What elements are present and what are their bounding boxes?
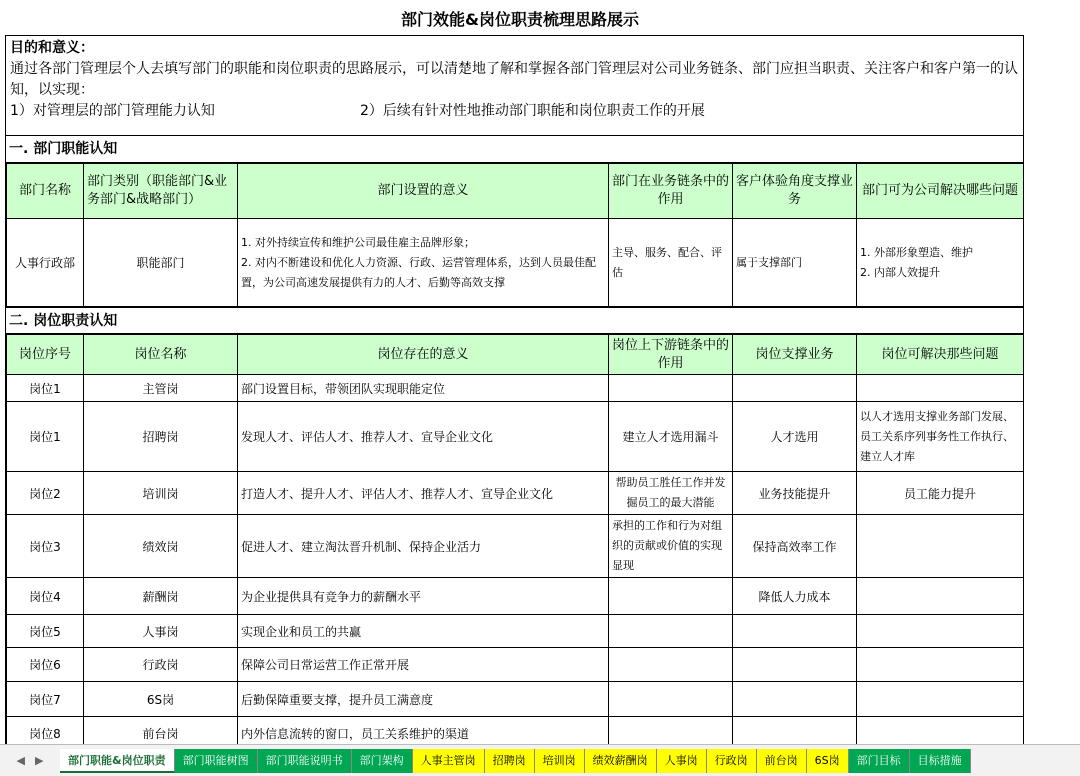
position-chain-cell[interactable]: 建立人才选用漏斗	[609, 402, 733, 472]
position-name-cell[interactable]: 招聘岗	[84, 402, 238, 472]
dept-support-cell[interactable]: 属于支撑部门	[733, 219, 857, 307]
intro-heading: 目的和意义：	[10, 40, 94, 56]
position-support-cell[interactable]	[733, 717, 857, 745]
position-meaning-cell[interactable]: 发现人才、评估人才、推荐人才、宣导企业文化	[238, 402, 609, 472]
header-cell[interactable]: 客户体验角度支撑业务	[733, 164, 857, 219]
position-name-cell[interactable]: 人事岗	[84, 615, 238, 648]
position-meaning-cell[interactable]: 为企业提供具有竞争力的薪酬水平	[238, 578, 609, 615]
sheet-tab[interactable]: 6S岗	[807, 749, 849, 773]
goal-2: 2）后续有针对性地推动部门职能和岗位职责工作的开展	[360, 103, 705, 119]
meaning-line-2: 2. 对内不断建设和优化人力资源、行政、运营管理体系，达到人员最佳配置，为公司高速发展提供有力的人才、后勤等高效支撑	[241, 255, 596, 289]
position-chain-cell[interactable]	[609, 615, 733, 648]
position-name-cell[interactable]: 主管岗	[84, 375, 238, 402]
goal-1: 1）对管理层的部门管理能力认知	[10, 103, 215, 119]
position-no-cell[interactable]: 岗位7	[7, 682, 84, 717]
sheet-tab[interactable]: 部门职能树图	[175, 749, 258, 773]
position-meaning-cell[interactable]: 后勤保障重要支撑，提升员工满意度	[238, 682, 609, 717]
position-chain-cell[interactable]: 承担的工作和行为对组织的贡献或价值的实现显现	[609, 515, 733, 578]
header-cell[interactable]: 部门可为公司解决哪些问题	[857, 164, 1024, 219]
position-name-cell[interactable]: 薪酬岗	[84, 578, 238, 615]
header-cell[interactable]: 岗位上下游链条中的作用	[609, 335, 733, 375]
position-no-cell[interactable]: 岗位2	[7, 472, 84, 515]
position-name-cell[interactable]: 前台岗	[84, 717, 238, 745]
dept-role-cell[interactable]: 主导、服务、配合、评估	[609, 219, 733, 307]
tab-navigation	[0, 746, 60, 776]
dept-meaning-cell[interactable]	[238, 219, 609, 307]
position-chain-cell[interactable]	[609, 375, 733, 402]
table-row	[7, 648, 1024, 682]
position-meaning-cell[interactable]: 实现企业和员工的共赢	[238, 615, 609, 648]
position-solve-cell[interactable]	[857, 615, 1024, 648]
dept-solve-cell[interactable]	[857, 219, 1024, 307]
position-table	[6, 334, 1024, 744]
position-name-cell[interactable]: 绩效岗	[84, 515, 238, 578]
position-chain-cell[interactable]	[609, 682, 733, 717]
section1-heading: 一. 部门职能认知	[6, 136, 1023, 163]
position-support-cell[interactable]	[733, 682, 857, 717]
position-meaning-cell[interactable]: 部门设置目标，带领团队实现职能定位	[238, 375, 609, 402]
table-row	[7, 375, 1024, 402]
tab-scroll-left-icon[interactable]: ◀	[16, 754, 25, 767]
dept-category-cell[interactable]: 职能部门	[84, 219, 238, 307]
position-solve-cell[interactable]	[857, 375, 1024, 402]
sheet-tab[interactable]: 部门架构	[352, 749, 413, 773]
position-meaning-cell[interactable]: 内外信息流转的窗口，员工关系维护的渠道	[238, 717, 609, 745]
position-solve-cell[interactable]	[857, 648, 1024, 682]
position-no-cell[interactable]: 岗位3	[7, 515, 84, 578]
header-cell[interactable]: 岗位名称	[84, 335, 238, 375]
sheet-tab[interactable]: 人事主管岗	[413, 749, 485, 773]
intro-block	[6, 36, 1023, 136]
tab-scroll-right-icon[interactable]: ▶	[35, 754, 44, 767]
position-chain-cell[interactable]	[609, 648, 733, 682]
header-cell[interactable]: 部门名称	[7, 164, 84, 219]
sheet-tab-bar	[0, 744, 1080, 776]
sheet-tab[interactable]: 部门职能&岗位职责	[60, 749, 175, 773]
header-cell[interactable]: 岗位支撑业务	[733, 335, 857, 375]
table-row	[7, 472, 1024, 515]
spreadsheet-grid[interactable]	[5, 35, 1024, 744]
position-support-cell[interactable]: 业务技能提升	[733, 472, 857, 515]
sheet-tab[interactable]: 行政岗	[707, 749, 757, 773]
position-support-cell[interactable]	[733, 648, 857, 682]
position-solve-cell[interactable]: 以人才选用支撑业务部门发展、员工关系序列事务性工作执行、建立人才库	[857, 402, 1024, 472]
position-support-cell[interactable]: 降低人力成本	[733, 578, 857, 615]
intro-goals	[10, 101, 1019, 122]
position-no-cell[interactable]: 岗位1	[7, 375, 84, 402]
position-meaning-cell[interactable]: 保障公司日常运营工作正常开展	[238, 648, 609, 682]
position-name-cell[interactable]: 培训岗	[84, 472, 238, 515]
sheet-tab[interactable]: 目标措施	[910, 749, 971, 773]
position-chain-cell[interactable]	[609, 717, 733, 745]
solve-line-2: 2. 内部人效提升	[860, 265, 940, 279]
sheet-tab[interactable]: 培训岗	[535, 749, 585, 773]
sheet-tab[interactable]: 绩效薪酬岗	[585, 749, 657, 773]
position-meaning-cell[interactable]: 促进人才、建立淘汰晋升机制、保持企业活力	[238, 515, 609, 578]
dept-name-cell[interactable]: 人事行政部	[7, 219, 84, 307]
table-row	[7, 578, 1024, 615]
solve-line-1: 1. 外部形象塑造、维护	[860, 245, 973, 259]
table-row	[7, 717, 1024, 745]
sheet-tab[interactable]: 部门职能说明书	[258, 749, 352, 773]
position-chain-cell[interactable]: 帮助员工胜任工作并发掘员工的最大潜能	[609, 472, 733, 515]
table-row	[7, 219, 1024, 307]
position-no-cell[interactable]: 岗位5	[7, 615, 84, 648]
position-solve-cell[interactable]	[857, 578, 1024, 615]
table-row	[7, 615, 1024, 648]
meaning-line-1: 1. 对外持续宣传和维护公司最佳雇主品牌形象；	[241, 235, 475, 249]
position-name-cell[interactable]: 6S岗	[84, 682, 238, 717]
position-support-cell[interactable]: 保持高效率工作	[733, 515, 857, 578]
header-cell[interactable]: 部门设置的意义	[238, 164, 609, 219]
header-cell[interactable]: 岗位存在的意义	[238, 335, 609, 375]
position-support-cell[interactable]: 人才选用	[733, 402, 857, 472]
table-row	[7, 515, 1024, 578]
sheet-tab[interactable]: 部门目标	[849, 749, 910, 773]
position-support-cell[interactable]	[733, 615, 857, 648]
position-name-cell[interactable]: 行政岗	[84, 648, 238, 682]
position-solve-cell[interactable]	[857, 682, 1024, 717]
position-solve-cell[interactable]	[857, 515, 1024, 578]
intro-text: 通过各部门管理层个人去填写部门的职能和岗位职责的思路展示，可以清楚地了解和掌握各部门管理层对公司业务链条、部门应担当职责、关注客户和客户第一的认知，以实现：	[10, 61, 1018, 98]
sheet-title: 部门效能&岗位职责梳理思路展示	[401, 10, 639, 29]
dept-function-table	[6, 163, 1024, 307]
sheet-tab[interactable]: 招聘岗	[485, 749, 535, 773]
position-no-cell[interactable]: 岗位8	[7, 717, 84, 745]
table-row	[7, 402, 1024, 472]
position-no-cell[interactable]: 岗位4	[7, 578, 84, 615]
position-solve-cell[interactable]: 员工能力提升	[857, 472, 1024, 515]
header-cell[interactable]: 部门在业务链条中的作用	[609, 164, 733, 219]
table-row	[7, 682, 1024, 717]
sheet-tab[interactable]: 前台岗	[757, 749, 807, 773]
position-chain-cell[interactable]	[609, 578, 733, 615]
sheet-tab[interactable]: 人事岗	[657, 749, 707, 773]
position-meaning-cell[interactable]: 打造人才、提升人才、评估人才、推荐人才、宣导企业文化	[238, 472, 609, 515]
header-cell[interactable]: 岗位序号	[7, 335, 84, 375]
position-no-cell[interactable]: 岗位6	[7, 648, 84, 682]
position-solve-cell[interactable]	[857, 717, 1024, 745]
header-cell[interactable]: 部门类别（职能部门&业务部门&战略部门）	[84, 164, 238, 219]
section2-heading: 二. 岗位职责认知	[6, 307, 1023, 334]
position-support-cell[interactable]	[733, 375, 857, 402]
header-cell[interactable]: 岗位可解决那些问题	[857, 335, 1024, 375]
position-no-cell[interactable]: 岗位1	[7, 402, 84, 472]
